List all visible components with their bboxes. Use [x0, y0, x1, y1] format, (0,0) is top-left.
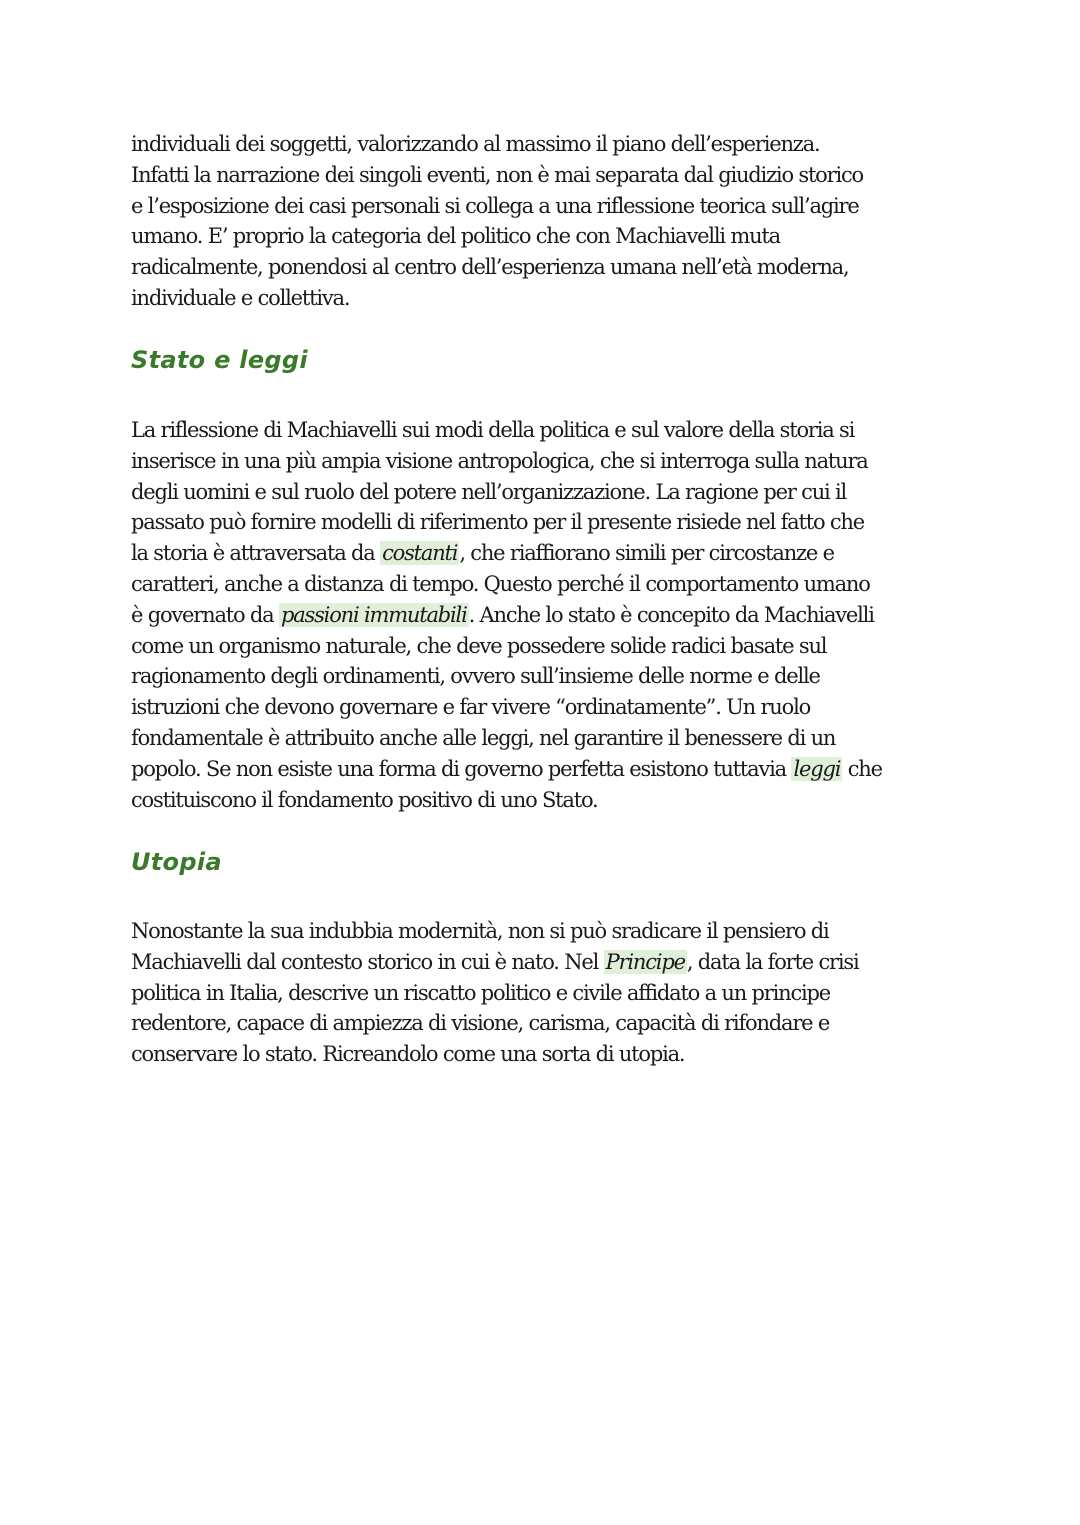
text-line: e l’esposizione dei casi personali si collega a una riflessione teorica sull’agire — [131, 193, 859, 218]
text-line: passato può fornire modelli di riferimento per il presente risiede nel fatto che — [131, 510, 864, 535]
text-line: inserisce in una più ampia visione antropologica, che si interroga sulla natura — [131, 448, 868, 473]
text-fragment: popolo. Se non esiste una forma di governo perfetta esistono tuttavia — [131, 756, 792, 781]
text-line — [131, 754, 961, 785]
text-line: radicalmente, ponendosi al centro dell’esperienza umana nell’età moderna, — [131, 255, 849, 280]
text-line: istruzioni che devono governare e far vivere “ordinatamente”. Un ruolo — [131, 695, 811, 720]
highlighted-term-costanti: costanti — [382, 541, 458, 566]
text-line: La riflessione di Machiavelli sui modi della politica e sul valore della storia si — [131, 418, 855, 442]
text-line: Infatti la narrazione dei singoli eventi, non è mai separata dal giudizio storico — [131, 162, 863, 187]
text-fragment: . Anche lo stato è concepito da Machiavelli — [468, 602, 874, 627]
text-line: redentore, capace di ampiezza di visione, carisma, capacità di rifondare e — [131, 1011, 830, 1036]
text-line: individuale e collettiva. — [131, 285, 350, 310]
highlighted-term-principe: Principe — [605, 949, 685, 974]
text-line: Nonostante la sua indubbia modernità, non si può sradicare il pensiero di — [131, 919, 829, 943]
section-heading-utopia: Utopia — [131, 848, 222, 876]
text-fragment: , data la forte crisi — [686, 949, 859, 974]
text-fragment: , che riaffiorano simili per circostanze e — [459, 541, 834, 566]
text-line: fondamentale è attribuito anche alle leggi, nel garantire il benessere di un — [131, 725, 836, 750]
text-fragment: che — [842, 756, 882, 781]
section-heading-stato-e-leggi: Stato e leggi — [131, 346, 308, 374]
text-line: umano. E’ proprio la categoria del politico che con Machiavelli muta — [131, 224, 780, 249]
text-fragment: è governato da — [131, 602, 279, 627]
text-line — [131, 600, 961, 631]
text-fragment: Machiavelli dal contesto storico in cui è nato. Nel — [131, 949, 604, 974]
text-line — [131, 947, 961, 978]
text-line: caratteri, anche a distanza di tempo. Questo perché il comportamento umano — [131, 571, 870, 596]
utopia-paragraph — [131, 916, 961, 1070]
text-line: come un organismo naturale, che deve possedere solide radici basate sul — [131, 633, 827, 658]
highlighted-term-passioni-immutabili: passioni immutabili — [280, 602, 467, 627]
text-line: individuali dei soggetti, valorizzando al massimo il piano dell’esperienza. — [131, 132, 820, 156]
text-line: costituiscono il fondamento positivo di uno Stato. — [131, 787, 598, 812]
intro-paragraph — [131, 129, 961, 314]
text-line: ragionamento degli ordinamenti, ovvero sull’insieme delle norme e delle — [131, 664, 820, 689]
stato-e-leggi-paragraph — [131, 415, 961, 815]
text-line — [131, 538, 961, 569]
highlighted-term-leggi: leggi — [793, 756, 841, 781]
text-fragment: la storia è attraversata da — [131, 541, 381, 566]
text-line: conservare lo stato. Ricreandolo come una sorta di utopia. — [131, 1042, 685, 1067]
text-line: degli uomini e sul ruolo del potere nell’organizzazione. La ragione per cui il — [131, 479, 847, 504]
text-line: politica in Italia, descrive un riscatto politico e civile affidato a un principe — [131, 980, 830, 1005]
